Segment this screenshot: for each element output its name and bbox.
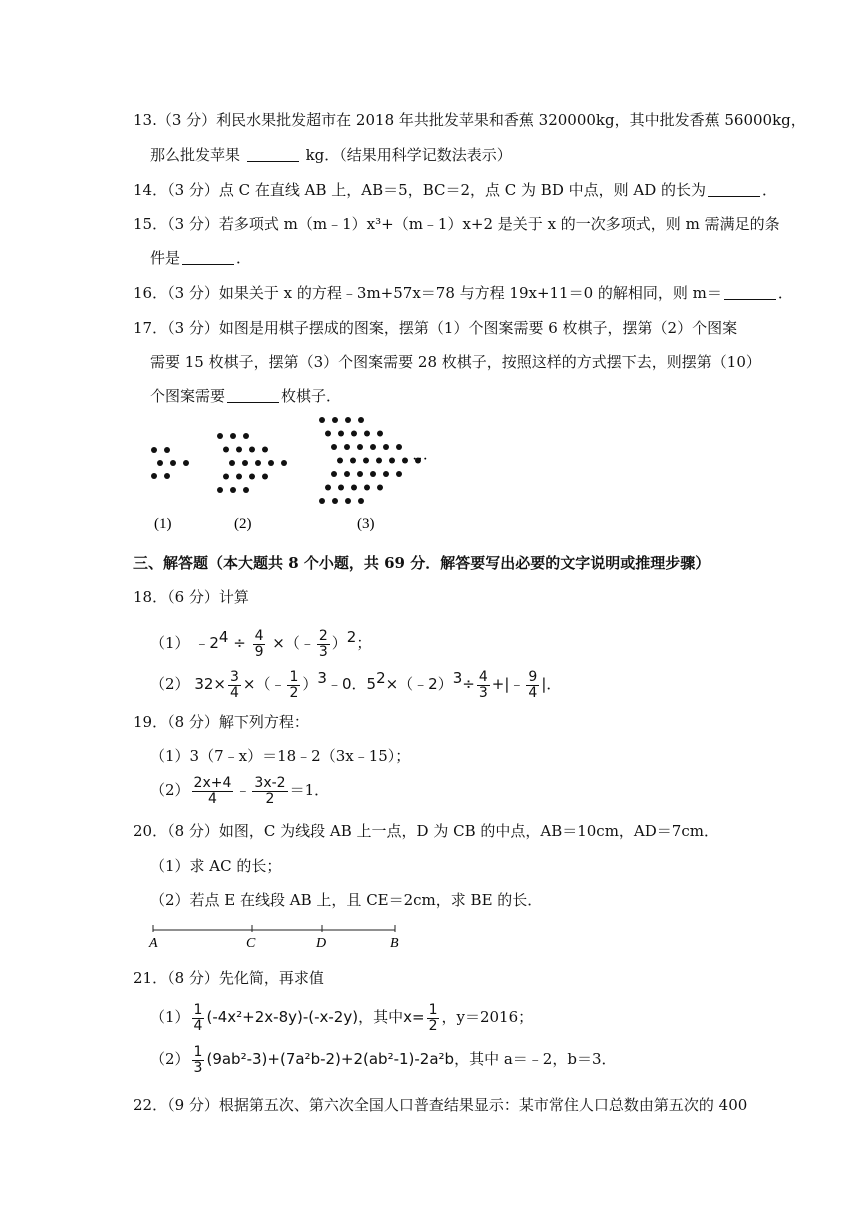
q18-p2-g: +|﹣ (491, 675, 525, 693)
chess-piece (331, 444, 337, 450)
chess-piece (364, 431, 370, 437)
q13-text-a: 那么批发苹果 (150, 146, 241, 164)
q21-p2-fraction (192, 1045, 205, 1076)
q18-p2-fraction-1 (228, 670, 241, 701)
q18-p2-end: |． (541, 675, 562, 693)
chess-piece (338, 485, 344, 491)
q18-p1-fraction-1 (253, 629, 266, 660)
frac-den: 3 (318, 643, 328, 660)
q18-p2-exp2: 2 (376, 669, 386, 687)
q17-line3 (150, 386, 341, 406)
q18-p2-a: 32× (194, 675, 226, 693)
q21-part2 (150, 1043, 617, 1075)
point-label-c: C (246, 936, 256, 951)
frac-num: 1 (289, 668, 299, 685)
chess-piece (249, 474, 255, 480)
chess-piece (332, 498, 338, 504)
q18-p1-b: ÷ (233, 634, 246, 652)
chess-piece (376, 458, 382, 464)
q18-p1-fraction-2 (317, 629, 330, 660)
frac-den: 2 (428, 1017, 438, 1034)
frac-den: 4 (208, 790, 217, 807)
q18-p2-f: ÷ (462, 675, 475, 693)
chess-piece (151, 473, 157, 479)
q15-line1: 15．（3 分）若多项式 m（m﹣1）x³+（m﹣1）x+2 是关于 x 的一次多项式，则 m 需满足的条 (133, 215, 780, 233)
q18-p1-c: ×（﹣ (272, 634, 315, 652)
q16-answer-blank[interactable] (724, 285, 776, 300)
chess-piece (325, 485, 331, 491)
figure-label-2: (2) (234, 516, 252, 532)
chess-piece (217, 433, 223, 439)
q19-p2-fraction-1 (192, 776, 234, 807)
chess-piece (363, 458, 369, 464)
chess-piece (281, 460, 287, 466)
chess-piece (230, 487, 236, 493)
q13-answer-blank[interactable] (247, 147, 299, 162)
chess-piece (242, 460, 248, 466)
q21-p1-mid: ，其中 (358, 1008, 404, 1026)
chess-piece (236, 447, 242, 453)
chess-piece (402, 458, 408, 464)
q19-p2-end: ＝1． (289, 781, 330, 799)
frac-den: 4 (528, 684, 538, 701)
q15-line2 (150, 248, 251, 268)
pattern-2 (217, 433, 287, 493)
q14-end: ． (762, 181, 778, 199)
q21-p1-label: （1） (150, 1008, 190, 1026)
chess-piece (383, 471, 389, 477)
chess-piece (358, 417, 364, 423)
q17-pattern-figure (140, 410, 440, 535)
q18-p1-exp: 4 (218, 628, 229, 646)
q18-p2-fraction-2 (287, 670, 300, 701)
chess-piece (383, 444, 389, 450)
frac-num: 1 (428, 1001, 438, 1018)
q18-head: 18．（6 分）计算 (133, 588, 249, 606)
chess-piece (262, 447, 268, 453)
q17-line1: 17．（3 分）如图是用棋子摆成的图案，摆第（1）个图案需要 6 枚棋子，摆第（2）个图案 (133, 319, 738, 337)
q16-line (133, 283, 793, 303)
q16-text: 16．（3 分）如果关于 x 的方程﹣3m+57x＝78 与方程 19x+11＝0 的解相同，则 m＝ (133, 284, 722, 302)
chess-piece (164, 447, 170, 453)
q19-p2-fraction-2 (252, 776, 287, 807)
q18-p1-label: （1） (150, 634, 190, 652)
frac-num: 4 (478, 668, 488, 685)
q17-text-b: 枚棋子． (281, 387, 342, 405)
chess-piece (262, 474, 268, 480)
chess-piece (217, 487, 223, 493)
q18-part2 (150, 663, 562, 701)
figure-label-3: (3) (357, 516, 375, 532)
q19-p2-label: （2） (150, 781, 190, 799)
q19-part2 (150, 774, 329, 806)
chess-piece (183, 460, 189, 466)
chess-piece (357, 444, 363, 450)
q16-end: ． (777, 284, 793, 302)
q21-p2-expression: (9ab²-3)+(7a²b-2)+2(ab²-1)-2a²b (206, 1050, 455, 1068)
q21-p1-fraction (192, 1003, 205, 1034)
chess-piece (350, 458, 356, 464)
chess-piece (345, 417, 351, 423)
chess-piece (337, 458, 343, 464)
chess-piece (223, 474, 229, 480)
chess-piece (170, 460, 176, 466)
q17-answer-blank[interactable] (227, 388, 279, 403)
chess-piece (338, 431, 344, 437)
q18-p2-c: ） (302, 675, 318, 693)
frac-den: 9 (254, 643, 264, 660)
q18-p2-fraction-3 (477, 670, 490, 701)
chess-piece (389, 458, 395, 464)
q17-line2: 需要 15 枚棋子，摆第（3）个图案需要 28 枚棋子，按照这样的方式摆下去，则摆第（10） (150, 353, 761, 371)
frac-den: 2 (289, 684, 299, 701)
q18-p1-end: ； (356, 634, 372, 652)
chess-piece (344, 444, 350, 450)
q19-p2-mid: ﹣ (235, 781, 251, 799)
chess-piece (332, 417, 338, 423)
q15-text-a: 件是 (150, 249, 181, 267)
point-label-b: B (390, 936, 399, 951)
q15-answer-blank[interactable] (182, 250, 234, 265)
figure-label-1: (1) (154, 516, 172, 532)
chess-piece (364, 485, 370, 491)
frac-num: 3x-2 (254, 774, 286, 791)
q21-p1-expression: (-4x²+2x-8y)-(-x-2y) (206, 1008, 359, 1026)
q14-answer-blank[interactable] (708, 182, 760, 197)
section-3-heading: 三、解答题（本大题共 8 个小题，共 69 分．解答要写出必要的文字说明或推理步骤） (133, 554, 711, 572)
q21-p1-x-fraction (427, 1003, 440, 1034)
q18-p1-a: ﹣2 (194, 634, 219, 652)
pattern-3 (319, 417, 421, 504)
q18-p1-d: ） (331, 634, 347, 652)
frac-num: 3 (229, 668, 239, 685)
q18-p2-e: ×（﹣2） (385, 675, 453, 693)
q21-p1-x: x= (403, 1008, 425, 1026)
chess-piece (157, 460, 163, 466)
chess-piece (319, 417, 325, 423)
q18-part1 (150, 622, 372, 660)
q21-p1-end: ，y＝2016； (441, 1008, 534, 1026)
q21-p2-end: ，其中 a＝﹣2，b＝3． (454, 1050, 617, 1068)
chess-piece (319, 498, 325, 504)
frac-den: 3 (193, 1059, 203, 1076)
chess-piece (396, 444, 402, 450)
chess-piece (358, 498, 364, 504)
chess-piece (151, 447, 157, 453)
q13-line2 (150, 145, 512, 165)
chess-piece (345, 498, 351, 504)
chess-piece (243, 487, 249, 493)
frac-den: 3 (478, 684, 488, 701)
q13-text-b: kg．（结果用科学记数法表示） (305, 146, 512, 164)
chess-piece (370, 471, 376, 477)
q18-p2-exp3: 3 (452, 669, 463, 687)
chess-piece (377, 431, 383, 437)
chess-piece (351, 431, 357, 437)
frac-num: 2x+4 (193, 774, 232, 791)
q18-p1-exp2: 2 (346, 628, 357, 646)
frac-den: 4 (229, 684, 239, 701)
chess-piece (164, 473, 170, 479)
q14-line (133, 180, 777, 200)
pattern-1 (151, 447, 189, 479)
q20-part1: （1）求 AC 的长； (150, 857, 282, 875)
q19-part1: （1）3（7﹣x）＝18﹣2（3x﹣15）； (150, 747, 411, 765)
figure-ellipsis: ··· (412, 451, 428, 468)
chess-piece (396, 471, 402, 477)
q13-line1: 13.（3 分）利民水果批发超市在 2018 年共批发苹果和香蕉 320000kg，其中批发香蕉 56000kg， (133, 111, 806, 129)
point-label-d: D (316, 936, 327, 951)
q18-p2-exp1: 3 (317, 669, 327, 687)
q19-head: 19．（8 分）解下列方程： (133, 713, 309, 731)
q17-text-a: 个图案需要 (150, 387, 226, 405)
chess-piece (223, 447, 229, 453)
chess-piece (243, 433, 249, 439)
frac-num: 2 (318, 627, 328, 644)
q21-part1 (150, 1001, 533, 1033)
chess-piece (351, 485, 357, 491)
chess-piece (230, 433, 236, 439)
chess-piece (325, 431, 331, 437)
point-label-a: A (149, 936, 158, 951)
q18-p2-fraction-4 (526, 670, 539, 701)
q18-p2-d: ﹣0．5 (326, 675, 377, 693)
q20-segment-figure (145, 922, 410, 952)
chess-piece (268, 460, 274, 466)
chess-piece (249, 447, 255, 453)
frac-num: 1 (193, 1001, 203, 1018)
q20-part2: （2）若点 E 在线段 AB 上，且 CE＝2cm，求 BE 的长． (150, 891, 543, 909)
q15-text-b: ． (236, 249, 252, 267)
chess-piece (331, 471, 337, 477)
q20-head: 20．（8 分）如图，C 为线段 AB 上一点，D 为 CB 的中点，AB＝10cm，AD＝7cm． (133, 822, 719, 840)
chess-piece (344, 471, 350, 477)
q14-text: 14．（3 分）点 C 在直线 AB 上，AB＝5，BC＝2，点 C 为 BD 中点，则 AD 的长为 (133, 181, 707, 199)
frac-den: 2 (265, 790, 275, 807)
chess-piece (370, 444, 376, 450)
chess-piece (357, 471, 363, 477)
q22-line: 22．（9 分）根据第五次、第六次全国人口普查结果显示：某市常住人口总数由第五次的 400 (133, 1096, 748, 1114)
frac-num: 4 (254, 627, 264, 644)
q18-p2-b: ×（﹣ (242, 675, 286, 693)
frac-num: 1 (193, 1043, 203, 1060)
chess-piece (377, 485, 383, 491)
q18-p2-label: （2） (150, 675, 190, 693)
chess-piece (255, 460, 261, 466)
q21-p2-label: （2） (150, 1050, 190, 1068)
chess-piece (229, 460, 235, 466)
q21-head: 21．（8 分）先化简，再求值 (133, 969, 324, 987)
frac-num: 9 (528, 668, 538, 685)
frac-den: 4 (193, 1017, 203, 1034)
chess-piece (236, 474, 242, 480)
